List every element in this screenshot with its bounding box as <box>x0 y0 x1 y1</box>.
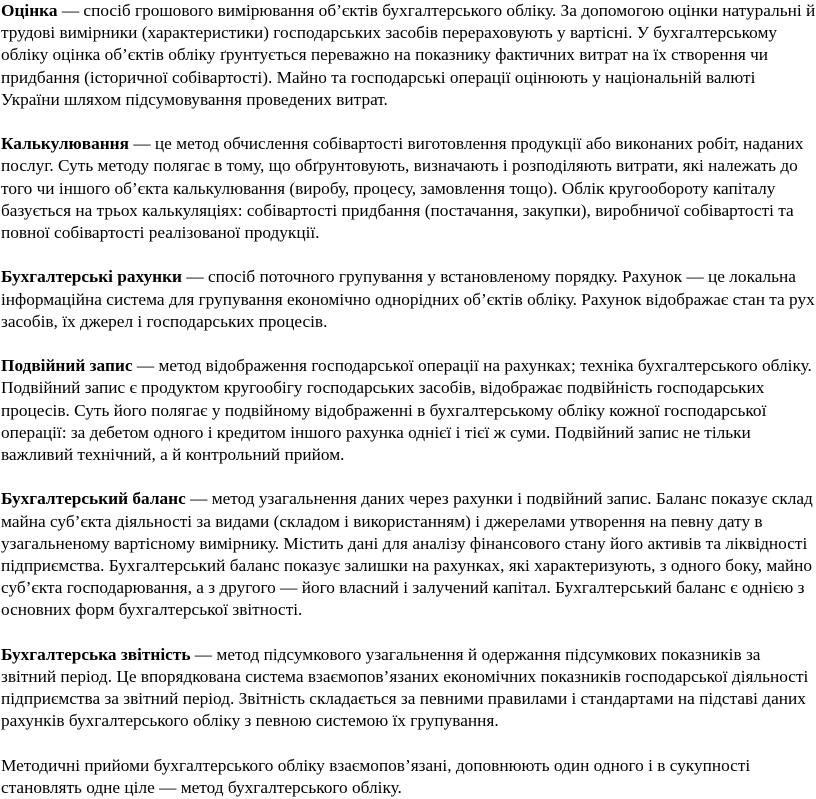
paragraph-double-entry <box>1 355 816 466</box>
paragraph-conclusion <box>1 755 816 799</box>
term-heading: Бухгалтерські рахунки <box>1 267 183 287</box>
paragraph-text: — це метод обчислення собівартості виготовлення продукції або виконаних робіт, наданих послуг. Суть методу полягає в тому, що обґрунтовують, визначають і розподіляють витрати, які належать до того чи іншого об’єкта калькулювання (виробу, процесу, замовлення тощо). Облік кругообороту капіталу базується на трьох калькуляціях: собівартості придбання (постачання, закупки), виробничої собівартості та повної собівартості реалізованої продукції. <box>1 134 804 243</box>
paragraph-accounts <box>1 266 816 333</box>
paragraph-reporting <box>1 644 816 733</box>
paragraph-text: — метод підсумкового узагальнення й одержання підсумкових показників за звітний період. Це впорядкована система взаємопов’язаних економічних показників господарської діяльності підприємства за звітний період. Звітність складається за певними правилами і стандартами на підставі даних рахунків бухгалтерського обліку з певною системою їх групування. <box>1 644 809 731</box>
paragraph-text: — метод узагальнення даних через рахунки і подвійний запис. Баланс показує склад майна суб’єкта діяльності за видами (складом і використанням) і джерелами утворення на певну дату в узагальненому вартісному вимірнику. Містить дані для аналізу фінансового стану його активів та ліквідності підприємства. Бухгалтерський баланс показує залишки на рахунках, які характеризують, з одного боку, майно суб’єкта господарювання, а з другого — його власний і залучений капітал. Бухгалтерський баланс є однією з основних форм бухгалтерської звітності. <box>1 489 813 620</box>
term-heading: Бухгалтерський баланс <box>1 489 186 509</box>
paragraph-costing <box>1 133 816 244</box>
paragraph-text: — спосіб поточного групування у встановленому порядку. Рахунок — це локальна інформаційна система для групування економічно однорідних об’єктів обліку. Рахунок відображає стан та рух засобів, їх джерел і господарських процесів. <box>1 267 815 331</box>
term-heading: Бухгалтерська звітність <box>1 644 191 664</box>
paragraph-text: — метод відображення господарської операції на рахунках; техніка бухгалтерського обліку. Подвійний запис є продуктом кругообігу господарських засобів, відображає подвійність господарських процесів. Суть його полягає у подвійному відображенні в бухгалтерському обліку кожної господарської операції: за дебетом одного і кредитом іншого рахунка однієї і тієї ж суми. Подвійний запис не тільки важливий технічний, а й контрольний прийом. <box>1 356 812 465</box>
term-heading: Калькулювання <box>1 134 129 154</box>
paragraph-text: — спосіб грошового вимірювання об’єктів бухгалтерського обліку. За допомогою оцінки натуральні й трудові вимірники (характеристики) господарських засобів перераховують у вартісні. У бухгалтерському обліку оцінка об’єктів обліку ґрунтується переважно на показнику фактичних витрат на їх створення чи придбання (історичної собівартості). Майно та господарські операції оцінюють у національній валюті України шляхом підсумовування проведених витрат. <box>1 1 816 109</box>
paragraph-text: Методичні прийоми бухгалтерського обліку взаємопов’язані, доповнюють один одного і в сукупності становлять одне ціле — метод бухгалтерського обліку. <box>1 755 751 798</box>
paragraph-balance-sheet <box>1 488 816 621</box>
term-heading: Оцінка <box>1 1 58 20</box>
term-heading: Подвійний запис <box>1 356 133 376</box>
paragraph-valuation <box>1 0 816 111</box>
